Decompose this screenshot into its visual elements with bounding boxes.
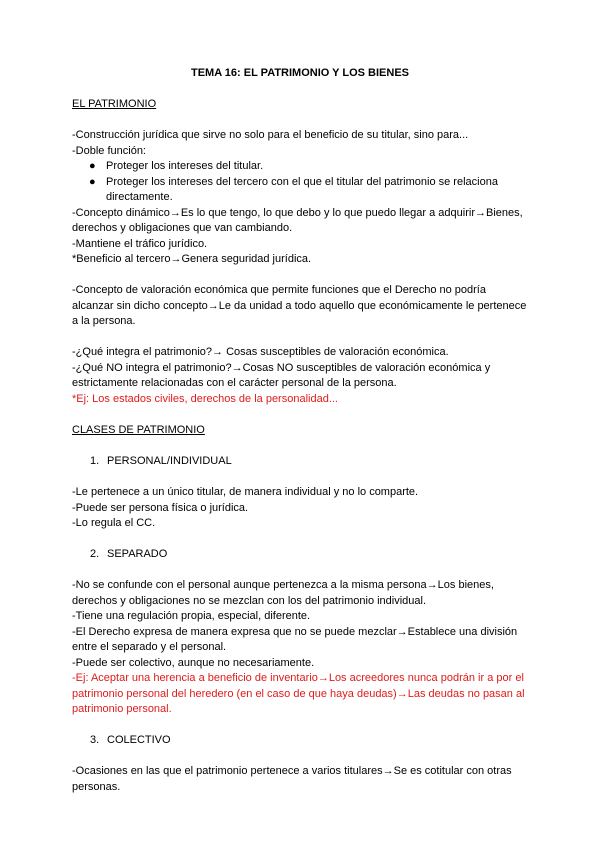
list-item: ● Proteger los intereses del tercero con el que el titular del patrimonio se relaciona directamente. [89, 175, 498, 203]
paragraph-line: -Tiene una regulación propia, especial, diferente. [72, 610, 311, 622]
paragraph-concepto: -Concepto de valoración económica que permite funciones que el Derecho no podría alcanzar sin dicho concepto→Le da unidad a todo aquello que económicamente le pertenece a la persona. [72, 284, 527, 327]
section-colectivo-title: 3. COLECTIVO [90, 734, 171, 746]
paragraph-line: -Puede ser persona física o jurídica. [72, 501, 249, 514]
paragraph-line: *Beneficio al tercero→Genera seguridad jurídica. [72, 253, 312, 265]
paragraph-line: -Concepto dinámico→Es lo que tengo, lo que debo y lo que puedo llegar a adquirir→Bienes, derechos y obligaciones que van cambiando. [72, 206, 523, 234]
paragraph-line: -Doble función: [72, 144, 146, 157]
list-item: ● Proteger los intereses del titular. [72, 159, 528, 175]
document-content [72, 66, 528, 795]
example-note: *Ej: Los estados civiles, derechos de la personalidad... [72, 392, 338, 405]
document-title: TEMA 16: EL PATRIMONIO Y LOS BIENES [191, 67, 409, 79]
paragraph-line: -No se confunde con el personal aunque pertenezca a la misma persona→Los bienes, derechos y obligaciones no se mezclan con los del patrimonio individual. [72, 579, 494, 607]
paragraph-line: -¿Qué integra el patrimonio?→ Cosas susceptibles de valoración económica. [72, 346, 449, 358]
paragraph-line: -El Derecho expresa de manera expresa que no se puede mezclar→Establece una división entre el separado y el personal. [72, 625, 518, 653]
bullet-list [72, 159, 528, 206]
paragraph-line: -Le pertenece a un único titular, de manera individual y no lo comparte. [72, 486, 419, 498]
example-note: -Ej: Aceptar una herencia a beneficio de inventario→Los acreedores nunca podrán ir a por el patrimonio personal del heredero (en el caso de que haya deudas)→Las deudas no pasan al patrimonio personal. [72, 672, 525, 715]
paragraph-line: -Lo regula el CC. [72, 517, 156, 529]
bullet-icon: ● [89, 175, 96, 188]
paragraph-line: -Ocasiones en las que el patrimonio pertenece a varios titulares→Se es cotitular con otras personas. [72, 765, 512, 793]
paragraph-line: -Mantiene el tráfico jurídico. [72, 237, 208, 250]
section-personal-title: 1. PERSONAL/INDIVIDUAL [90, 455, 232, 467]
heading-patrimonio: EL PATRIMONIO [72, 97, 157, 110]
paragraph-line: -¿Qué NO integra el patrimonio?→Cosas NO susceptibles de valoración económica y estrictamente relacionadas con el carácter personal de la persona. [72, 361, 491, 389]
paragraph-line: -Puede ser colectivo, aunque no necesariamente. [72, 656, 315, 669]
heading-clases: CLASES DE PATRIMONIO [72, 423, 205, 436]
bullet-icon: ● [89, 160, 96, 172]
section-separado-title: 2. SEPARADO [90, 548, 168, 560]
paragraph-line: -Construcción jurídica que sirve no solo para el beneficio de su titular, sino para... [72, 129, 469, 141]
